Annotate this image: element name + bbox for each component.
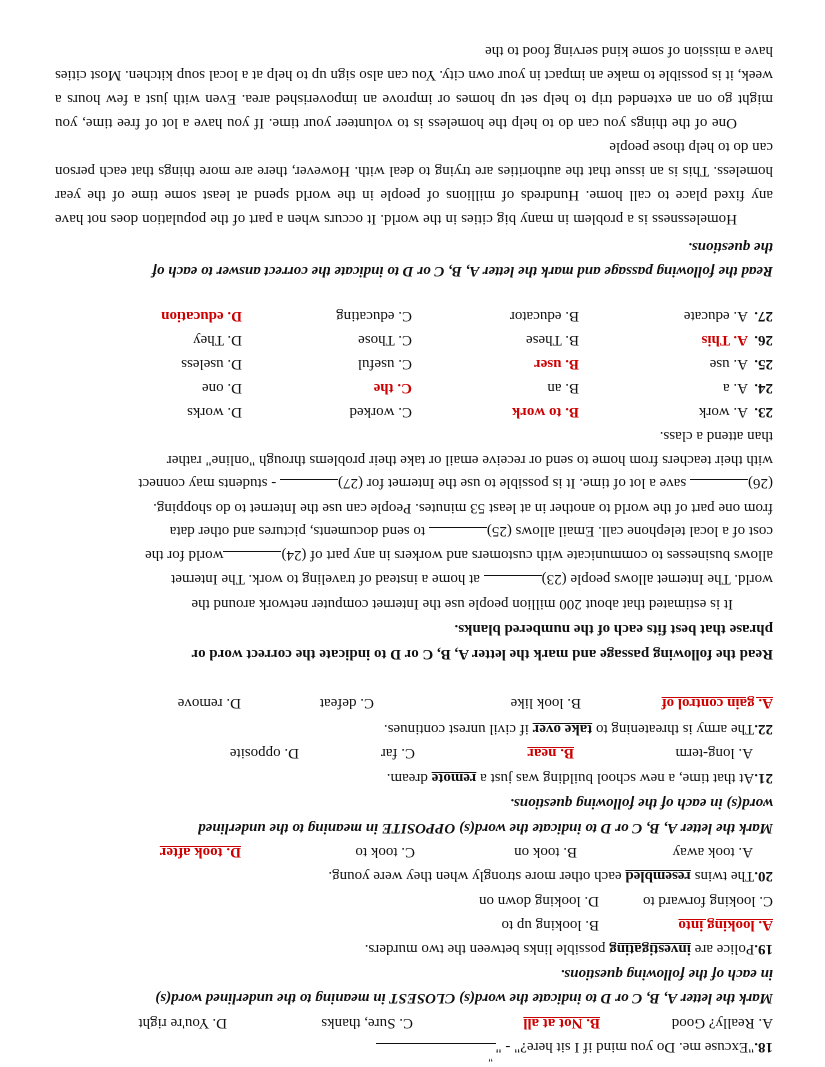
option-d: D. They: [193, 332, 242, 348]
passage1-line: It is estimated that about 200 million people use the Internet computer network around the: [191, 596, 733, 612]
underlined-word: remote: [431, 770, 477, 786]
option-a: A. use: [709, 356, 748, 372]
underlined-word: resembled: [625, 868, 691, 884]
option-c: C. far: [380, 745, 415, 761]
option-b: B. an: [547, 380, 579, 396]
section-instruction-passage2: Read the following passage and mark the letter A, B, C or D to indicate the correct answer to each of: [151, 263, 773, 279]
passage2-paragraph-2: One of the things you can do to help the homeless is to volunteer your time. If you have a lot of free time, you might go on an extended trip to help set up homes or improve an impoverished area. Even with just a few hours a week, it is possible to make an impact in your own city. You can also sign up to help at a local soup kitchen. Most cities have a mission of some kind serving food to the: [55, 43, 773, 131]
option-b-correct: B. near: [527, 745, 574, 761]
passage1-line: cost of a local telephone call. Email allows (25) to send documents, pictures and other data: [169, 523, 773, 539]
question-number: 18.: [754, 1039, 773, 1055]
stem-pre: The army is threatening to: [592, 721, 755, 737]
option-a: A. took away: [672, 844, 753, 860]
question-18: [376, 1038, 773, 1056]
option-d: D. opposite: [229, 745, 299, 761]
option-b: B. educator: [509, 308, 579, 324]
option-c: C. useful: [357, 356, 412, 372]
question-number: 20.: [754, 868, 773, 884]
question-number: 24.: [754, 380, 773, 396]
section-instruction-passage1: Read the following passage and mark the letter A, B, C or D to indicate the correct word or: [191, 646, 773, 662]
question-20: [328, 867, 773, 884]
option-d-correct: D. took after: [159, 844, 241, 860]
blank-25: [429, 527, 487, 540]
passage2-paragraph-1: Homelessness is a problem in many big cities in the world. It occurs when a part of the population does not have any fixed place to call home. Hundreds of millions of people in the world spend at least some time of the year homeless. This is an issue that the authorities are trying to deal with. However, there are more things that each person can do to help those people: [55, 139, 773, 227]
option-b: B. These: [525, 332, 579, 348]
option-d: D. You're right: [138, 1015, 227, 1031]
section-instruction-passage1-cont: phrase that best fits each of the numbered blanks.: [454, 621, 773, 637]
question-number: 26.: [754, 332, 773, 348]
option-d: D. useless: [181, 356, 242, 372]
option-a: A. Really? Good: [671, 1015, 773, 1031]
option-c: C. Sure, thanks: [321, 1015, 413, 1031]
question-21: [387, 769, 773, 786]
option-a: A. educate: [683, 308, 748, 324]
option-d: D. looking down on: [479, 893, 599, 909]
option-d: D. one: [202, 380, 242, 396]
question-number: 25.: [754, 356, 773, 372]
stem-pre: At that time, a new school building was just a: [476, 770, 755, 786]
option-c: C. educating: [336, 308, 412, 324]
blank-24: [223, 551, 281, 564]
option-b-correct: B. to work: [511, 404, 579, 420]
question-19: [365, 940, 773, 957]
option-a: A. work: [698, 404, 748, 420]
question-number: 21.: [754, 770, 773, 786]
option-b: B. looking up to: [501, 917, 599, 933]
passage1-line: with their teachers from home to send or receive email or take their problems through "online" rather: [166, 452, 773, 468]
option-b: B. look like: [510, 695, 581, 711]
section-instruction-passage2-cont: the questions.: [687, 239, 773, 255]
stem-post: dream.: [386, 770, 432, 786]
stem-post: each other more strongly when they were young.: [328, 868, 626, 884]
question-stem: "Excuse me. Do you mind if I sit here?" - ": [495, 1039, 755, 1055]
question-number: 19.: [754, 941, 773, 957]
question-number: 22.: [754, 721, 773, 737]
stem-pre: The twins: [690, 868, 755, 884]
blank-23: [484, 575, 542, 588]
question-22: [384, 720, 773, 737]
passage1-line: from one part of the world to another in at least 53 minutes. People can use the Internet to do shopping.: [153, 500, 773, 516]
option-c: C. defeat: [319, 695, 374, 711]
blank-26: [690, 479, 748, 492]
stem-post: if civil unrest continues.: [383, 721, 533, 737]
option-a-correct: A. gain control of: [661, 695, 773, 711]
option-a: A. long-term: [675, 745, 753, 761]
passage1-line: (26) save a lot of time. It is possible to use the Internet for (27) - students may connect: [138, 475, 773, 491]
option-b-correct: B. user: [534, 356, 579, 372]
option-c: C. looking forward to: [643, 893, 773, 909]
option-a-correct: A. This: [701, 332, 748, 348]
option-b-correct: B. Not at all: [523, 1015, 600, 1031]
question-number: 27.: [754, 308, 773, 324]
option-d: D. remove: [177, 695, 241, 711]
underlined-word: investigating: [609, 941, 691, 957]
section-instruction-closest: Mark the letter A, B, C or D to indicate the word(s) CLOSEST in meaning to the underlined word(s): [155, 990, 773, 1006]
stem-pre: Police are: [690, 941, 755, 957]
stem-post: possible links between the two murders.: [364, 941, 610, 957]
section-instruction-closest-cont: in each of the following questions.: [560, 966, 773, 982]
section-instruction-opposite-cont: word(s) in each of the following questions.: [510, 795, 773, 811]
passage1-line: world. The Internet allows people (23) at home a instead of traveling to work. The Internet: [171, 571, 773, 587]
option-c: C. Those: [358, 332, 412, 348]
option-c: C. worked: [349, 404, 412, 420]
option-b: B. took on: [514, 844, 577, 860]
answer-blank: [376, 1043, 496, 1056]
option-a-correct: A. looking into: [678, 917, 773, 933]
section-instruction-opposite: Mark the letter A, B, C or D to indicate the word(s) OPPOSITE in meaning to the underlined: [198, 820, 773, 836]
option-a: A. a: [723, 380, 748, 396]
underlined-word: take over: [532, 721, 593, 737]
option-c: C. took to: [355, 844, 415, 860]
passage1-line: allows businesses to communicate with customers and workers in any part of (24)world for the: [145, 547, 773, 563]
passage1-line: than attend a class.: [659, 428, 773, 444]
closing-quote: ": [488, 1051, 493, 1065]
question-number: 23.: [754, 404, 773, 420]
option-d: D. works: [187, 404, 242, 420]
blank-27: [280, 479, 338, 492]
option-d-correct: D. education: [161, 308, 242, 324]
option-c-correct: C. the: [373, 380, 412, 396]
